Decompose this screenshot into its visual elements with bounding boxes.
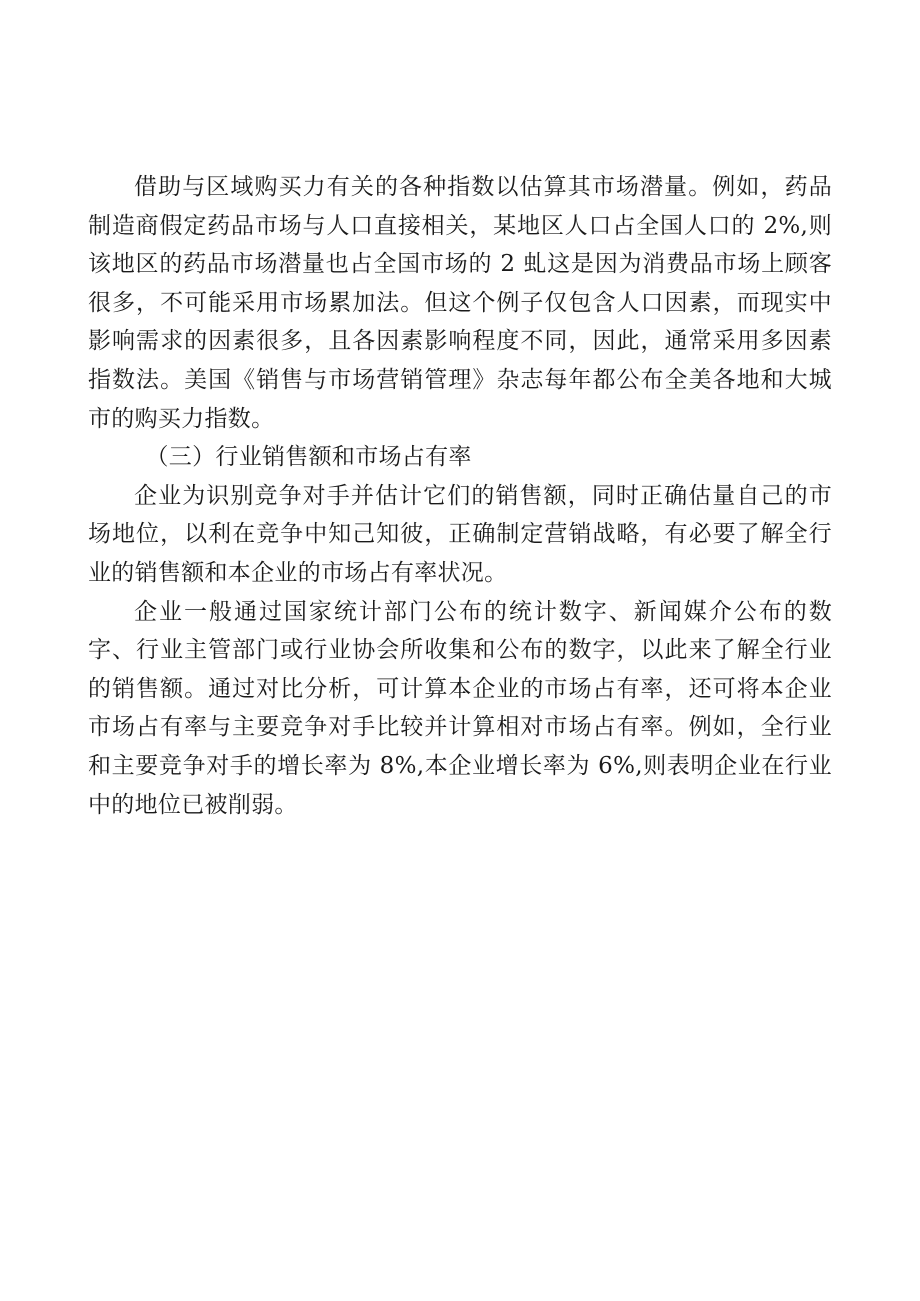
paragraph-market-share-calculation: 企业一般通过国家统计部门公布的统计数字、新闻媒介公布的数字、行业主管部门或行业协会所收集和公布的数字，以此来了解全行业的销售额。通过对比分析，可计算本企业的市场占有率，还可将本企业市场占有率与主要竞争对手比较并计算相对市场占有率。例如，全行业和主要竞争对手的增长率为 8%,本企业增长率为 6%,则表明企业在行业中的地位已被削弱。 [88, 598, 832, 818]
document-page [88, 168, 832, 824]
paragraph-industry-sales: 企业为识别竞争对手并估计它们的销售额，同时正确估量自己的市场地位，以利在竞争中知己知彼，正确制定营销战略，有必要了解全行业的销售额和本企业的市场占有率状况。 [88, 482, 832, 586]
paragraph-purchasing-power-index: 借助与区域购买力有关的各种指数以估算其市场潜量。例如，药品制造商假定药品市场与人口直接相关，某地区人口占全国人口的 2%,则该地区的药品市场潜量也占全国市场的 2 虬这是因为消费品市场上顾客很多，不可能采用市场累加法。但这个例子仅包含人口因素，而现实中影响需求的因素很多，且各因素影响程度不同，因此，通常采用多因素指数法。美国《销售与市场营销管理》杂志每年都公布全美各地和大城市的购买力指数。 [88, 174, 832, 432]
section-heading: （三）行业销售额和市场占有率 [145, 444, 472, 471]
